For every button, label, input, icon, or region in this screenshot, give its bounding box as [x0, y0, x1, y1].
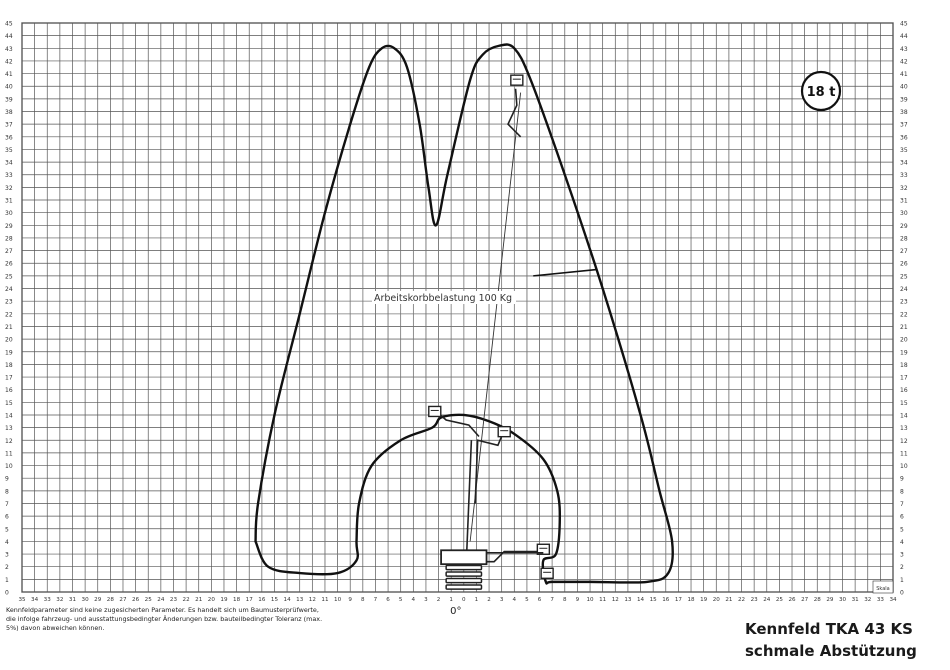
y-tick-label: 39	[900, 96, 908, 104]
y-tick-label: 5	[5, 526, 9, 534]
x-tick-label: 31	[68, 597, 77, 603]
y-tick-label: 37	[900, 121, 908, 129]
origin-label: 0°	[450, 606, 462, 617]
y-tick-label: 30	[5, 210, 13, 218]
y-tick-label: 5	[900, 526, 904, 534]
x-tick-label: 22	[182, 597, 190, 603]
y-tick-label: 10	[5, 463, 13, 471]
y-tick-label: 25	[5, 273, 13, 281]
disclaimer-line: Kennfeldparameter sind keine zugesicherten Parameter. Es handelt sich um Baumusterprüfwerte,	[6, 606, 319, 614]
y-tick-label: 26	[5, 260, 13, 268]
y-tick-label: 38	[5, 109, 13, 117]
y-tick-label: 35	[5, 146, 13, 154]
x-tick-label: 27	[801, 597, 809, 603]
y-tick-label: 27	[900, 248, 908, 256]
y-tick-label: 37	[5, 121, 13, 129]
y-tick-label: 36	[5, 134, 13, 142]
x-tick-label: 13	[296, 597, 304, 603]
x-tick-label: 8	[361, 597, 365, 603]
x-tick-label: 32	[864, 597, 872, 603]
y-tick-label: 18	[5, 361, 13, 369]
y-tick-label: 23	[5, 298, 13, 306]
y-tick-label: 2	[5, 564, 9, 572]
x-tick-label: 25	[144, 597, 152, 603]
y-tick-label: 34	[5, 159, 13, 167]
y-tick-label: 24	[900, 286, 908, 294]
y-tick-label: 34	[900, 159, 908, 167]
y-tick-label: 44	[5, 33, 13, 41]
y-tick-label: 14	[5, 412, 13, 420]
x-tick-label: 4	[411, 597, 416, 603]
y-tick-label: 17	[900, 374, 908, 382]
basket-icon	[541, 568, 553, 578]
weight-badge-text: 18 t	[806, 85, 836, 100]
x-tick-label: 30	[838, 597, 847, 603]
y-tick-label: 9	[5, 475, 9, 483]
y-tick-label: 44	[900, 33, 908, 41]
y-tick-label: 18	[900, 361, 908, 369]
x-tick-label: 19	[700, 597, 708, 603]
y-tick-label: 21	[900, 323, 908, 331]
x-tick-label: 15	[270, 597, 279, 603]
y-tick-label: 15	[900, 399, 908, 407]
x-axis	[18, 597, 897, 603]
x-tick-label: 13	[624, 597, 632, 603]
y-tick-label: 23	[900, 298, 908, 306]
y-tick-label: 21	[5, 323, 13, 331]
y-tick-label: 17	[5, 374, 13, 382]
x-tick-label: 27	[119, 597, 127, 603]
y-tick-label: 36	[900, 134, 908, 142]
x-tick-label: 15	[649, 597, 657, 603]
y-tick-label: 15	[5, 399, 13, 407]
x-tick-label: 18	[233, 597, 241, 603]
y-tick-label: 33	[900, 172, 908, 180]
y-tick-label: 6	[900, 513, 904, 521]
base-coil	[446, 565, 481, 569]
y-tick-label: 45	[900, 20, 908, 28]
x-tick-label: 3	[424, 597, 428, 603]
y-tick-label: 41	[5, 71, 13, 79]
y-tick-label: 3	[5, 551, 9, 559]
y-tick-label: 20	[5, 336, 13, 344]
y-tick-label: 43	[5, 45, 13, 53]
x-tick-label: 7	[550, 597, 554, 603]
x-tick-label: 14	[636, 597, 645, 603]
x-tick-label: 21	[195, 597, 203, 603]
y-tick-label: 0	[900, 589, 904, 597]
chart-grid	[22, 23, 893, 592]
x-tick-label: 10	[586, 597, 594, 603]
x-tick-label: 16	[258, 597, 266, 603]
x-tick-label: 24	[157, 597, 165, 603]
x-tick-label: 12	[308, 597, 316, 603]
y-tick-label: 19	[5, 349, 13, 357]
x-tick-label: 20	[207, 597, 215, 603]
y-tick-label: 11	[5, 450, 13, 458]
turret	[441, 550, 486, 564]
y-tick-label: 12	[5, 437, 13, 445]
x-tick-label: 6	[386, 597, 390, 603]
x-tick-label: 33	[43, 597, 51, 603]
y-tick-label: 45	[5, 20, 13, 28]
base-coil	[446, 572, 481, 576]
x-tick-label: 1	[474, 597, 479, 603]
x-tick-label: 12	[611, 597, 619, 603]
y-tick-label: 40	[900, 83, 908, 91]
y-tick-label: 26	[900, 260, 908, 268]
y-tick-label: 16	[5, 387, 13, 395]
y-tick-label: 28	[900, 235, 908, 243]
y-tick-label: 7	[900, 500, 904, 508]
x-tick-label: 34	[889, 597, 897, 603]
x-tick-label: 16	[662, 597, 670, 603]
x-tick-label: 30	[81, 597, 89, 603]
y-tick-label: 3	[900, 551, 904, 559]
x-tick-label: 29	[826, 597, 834, 603]
x-tick-label: 19	[220, 597, 228, 603]
x-tick-label: 20	[712, 597, 720, 603]
y-tick-label: 22	[900, 311, 908, 319]
basket-icon	[511, 75, 523, 85]
y-tick-label: 4	[5, 538, 9, 546]
y-tick-label: 13	[5, 425, 13, 433]
y-axis-right	[900, 21, 908, 597]
y-tick-label: 33	[5, 172, 13, 180]
title-line: Kennfeld TKA 43 KS	[745, 620, 913, 638]
y-tick-label: 10	[900, 463, 908, 471]
x-tick-label: 9	[575, 597, 580, 603]
y-tick-label: 2	[900, 564, 904, 572]
y-tick-label: 11	[900, 450, 908, 458]
basket-icon	[498, 427, 510, 437]
disclaimer-line: die infolge fahrzeug- und ausstattungsbedingter Änderungen bzw. bauteilbedingter Toleranz (max.	[6, 615, 323, 623]
y-tick-label: 29	[900, 222, 908, 230]
x-tick-label: 23	[169, 597, 178, 603]
y-tick-label: 43	[900, 45, 908, 53]
x-tick-label: 25	[775, 597, 783, 603]
x-tick-label: 17	[674, 597, 682, 603]
y-tick-label: 41	[900, 71, 908, 79]
y-tick-label: 27	[5, 248, 13, 256]
y-tick-label: 42	[900, 58, 908, 66]
basket-icon	[429, 406, 441, 416]
y-tick-label: 0	[5, 589, 9, 597]
x-tick-label: 6	[537, 597, 542, 603]
x-tick-label: 14	[283, 597, 291, 603]
x-tick-label: 17	[245, 597, 253, 603]
x-tick-label: 23	[750, 597, 758, 603]
x-tick-label: 21	[725, 597, 733, 603]
y-axis-left	[5, 21, 13, 597]
subtitle-line: schmale Abstützung	[745, 642, 917, 660]
y-tick-label: 13	[900, 425, 908, 433]
y-tick-label: 39	[5, 96, 13, 104]
y-tick-label: 31	[900, 197, 908, 205]
x-tick-label: 2	[436, 597, 441, 603]
y-tick-label: 31	[5, 197, 13, 205]
y-tick-label: 4	[900, 538, 904, 546]
x-tick-label: 32	[56, 597, 64, 603]
base-coil	[446, 578, 481, 582]
chart-title	[745, 618, 917, 662]
y-tick-label: 9	[900, 475, 904, 483]
x-tick-label: 10	[334, 597, 342, 603]
x-tick-label: 2	[487, 597, 491, 603]
x-tick-label: 0	[462, 597, 466, 603]
y-tick-label: 30	[900, 210, 908, 218]
x-tick-label: 33	[876, 597, 884, 603]
base-coil	[446, 585, 481, 589]
y-tick-label: 12	[900, 437, 908, 445]
y-tick-label: 38	[900, 109, 908, 117]
grid-border	[22, 23, 893, 592]
y-tick-label: 8	[5, 488, 9, 496]
y-tick-label: 32	[900, 184, 908, 192]
x-tick-label: 4	[512, 597, 517, 603]
x-tick-label: 11	[321, 597, 329, 603]
disclaimer-line: 5%) davon abweichen können.	[6, 624, 105, 632]
x-tick-label: 28	[813, 597, 821, 603]
x-tick-label: 18	[687, 597, 695, 603]
y-tick-label: 1	[5, 576, 9, 584]
x-tick-label: 28	[106, 597, 114, 603]
y-tick-label: 29	[5, 222, 13, 230]
axis-corner-box	[873, 581, 893, 593]
disclaimer	[6, 606, 426, 633]
x-tick-label: 31	[851, 597, 859, 603]
y-tick-label: 8	[900, 488, 904, 496]
y-tick-label: 28	[5, 235, 13, 243]
x-tick-label: 35	[18, 597, 26, 603]
y-tick-label: 1	[900, 576, 904, 584]
x-tick-label: 26	[788, 597, 796, 603]
y-tick-label: 35	[900, 146, 908, 154]
x-tick-label: 29	[94, 597, 102, 603]
y-tick-label: 32	[5, 184, 13, 192]
y-tick-label: 40	[5, 83, 13, 91]
y-tick-label: 42	[5, 58, 13, 66]
x-tick-label: 22	[737, 597, 746, 603]
y-tick-label: 20	[900, 336, 908, 344]
x-tick-label: 8	[563, 597, 567, 603]
load-label: Arbeitskorbbelastung 100 Kg	[374, 293, 513, 304]
x-tick-label: 11	[599, 597, 607, 603]
x-tick-label: 24	[763, 597, 771, 603]
x-tick-label: 5	[398, 597, 403, 603]
x-tick-label: 34	[31, 597, 39, 603]
y-tick-label: 6	[5, 513, 9, 521]
x-tick-label: 3	[499, 597, 504, 603]
y-tick-label: 16	[900, 387, 908, 395]
x-tick-label: 7	[373, 597, 378, 603]
x-tick-label: 9	[348, 597, 352, 603]
y-tick-label: 25	[900, 273, 908, 281]
x-tick-label: 1	[449, 597, 453, 603]
y-tick-label: 7	[5, 500, 9, 508]
axis-corner-label: Skala	[876, 586, 890, 592]
weight-badge	[802, 72, 840, 110]
y-tick-label: 19	[900, 349, 908, 357]
y-tick-label: 24	[5, 286, 13, 294]
y-tick-label: 22	[5, 311, 13, 319]
x-tick-label: 5	[525, 597, 529, 603]
x-tick-label: 26	[132, 597, 140, 603]
y-tick-label: 14	[900, 412, 908, 420]
